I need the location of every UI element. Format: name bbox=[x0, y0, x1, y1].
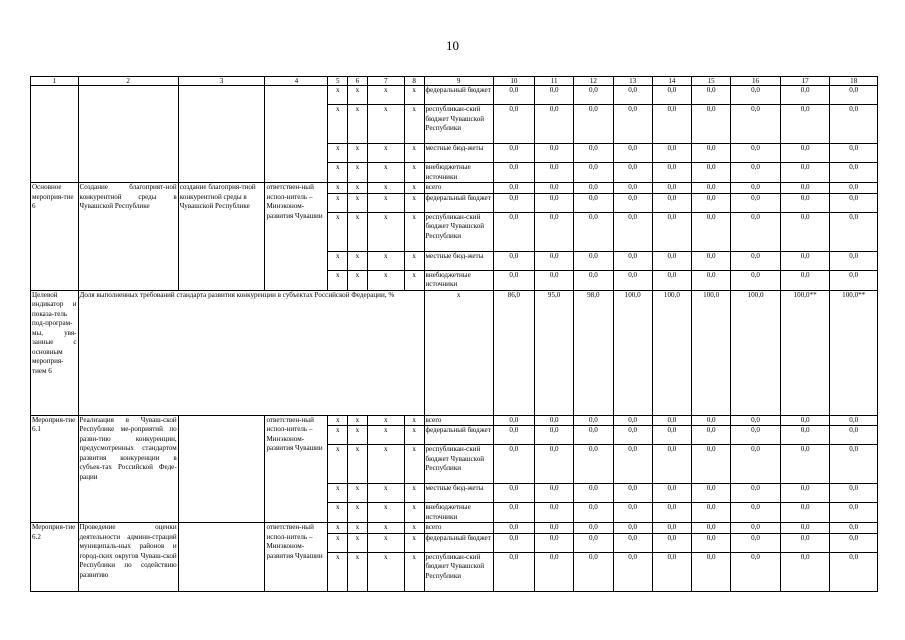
funding-source: федеральный бюджет bbox=[424, 86, 493, 105]
code-mark: х bbox=[404, 86, 424, 105]
value-cell: 0,0 bbox=[830, 163, 878, 183]
value-cell: 0,0 bbox=[652, 503, 691, 523]
value-cell: 0,0 bbox=[613, 552, 652, 591]
value-cell: 0,0 bbox=[830, 415, 878, 426]
funding-source: внебюджетные источники bbox=[424, 163, 493, 183]
column-number: 9 bbox=[424, 77, 493, 86]
value-cell: 0,0 bbox=[731, 212, 781, 251]
event-label: Основное мероприя-тие 6 bbox=[31, 183, 79, 291]
value-cell: 0,0 bbox=[731, 183, 781, 194]
value-cell: 0,0 bbox=[535, 484, 574, 503]
value-cell: 0,0 bbox=[574, 552, 613, 591]
value-cell: 0,0 bbox=[613, 415, 652, 426]
code-mark: х bbox=[404, 183, 424, 194]
column-number: 15 bbox=[692, 77, 731, 86]
code-mark: х bbox=[348, 533, 368, 552]
code-mark: х bbox=[348, 523, 368, 534]
value-cell: 0,0 bbox=[493, 503, 534, 523]
event-purpose bbox=[178, 523, 265, 592]
code-mark: х bbox=[328, 503, 348, 523]
funding-source: республикан-ский бюджет Чувашской Республики bbox=[424, 552, 493, 591]
value-cell: 0,0 bbox=[692, 163, 731, 183]
value-cell: 0,0 bbox=[535, 163, 574, 183]
value-cell: 0,0 bbox=[652, 86, 691, 105]
value-cell: 0,0 bbox=[613, 163, 652, 183]
code-mark: х bbox=[367, 86, 404, 105]
value-cell: 0,0 bbox=[574, 484, 613, 503]
value-cell: 0,0 bbox=[652, 426, 691, 445]
value-cell: 0,0 bbox=[652, 144, 691, 163]
code-mark: х bbox=[367, 251, 404, 270]
code-mark: х bbox=[404, 105, 424, 144]
event-label: Мероприя-тие 6.1 bbox=[31, 415, 79, 523]
code-mark: х bbox=[348, 193, 368, 212]
responsible-executor: ответствен-ный испол-нитель – Минэконом-развития Чувашии bbox=[265, 415, 328, 523]
value-cell: 0,0 bbox=[493, 86, 534, 105]
column-number: 6 bbox=[348, 77, 368, 86]
code-mark: х bbox=[328, 251, 348, 270]
value-cell: 0,0 bbox=[574, 503, 613, 523]
value-cell: 0,0 bbox=[574, 426, 613, 445]
indicator-value: 98,0 bbox=[574, 290, 613, 415]
value-cell: 0,0 bbox=[613, 503, 652, 523]
value-cell: 0,0 bbox=[535, 445, 574, 484]
funding-source: республикан-ский бюджет Чувашской Республики bbox=[424, 105, 493, 144]
value-cell: 0,0 bbox=[493, 484, 534, 503]
value-cell: 0,0 bbox=[535, 144, 574, 163]
event-purpose: создание благоприя-тной конкурентной среды в Чувашской Республике bbox=[178, 183, 265, 291]
value-cell: 0,0 bbox=[493, 251, 534, 270]
funding-source: федеральный бюджет bbox=[424, 533, 493, 552]
value-cell: 0,0 bbox=[731, 193, 781, 212]
code-mark: х bbox=[348, 251, 368, 270]
value-cell: 0,0 bbox=[535, 426, 574, 445]
code-mark: х bbox=[328, 445, 348, 484]
value-cell: 0,0 bbox=[692, 533, 731, 552]
code-mark: х bbox=[404, 212, 424, 251]
value-cell: 0,0 bbox=[731, 270, 781, 290]
value-cell: 0,0 bbox=[692, 251, 731, 270]
value-cell: 0,0 bbox=[574, 523, 613, 534]
code-mark: х bbox=[348, 484, 368, 503]
responsible-executor: ответствен-ный испол-нитель – Минэконом-развития Чувашии bbox=[265, 183, 328, 291]
value-cell: 0,0 bbox=[613, 445, 652, 484]
table-row bbox=[31, 86, 878, 105]
column-number: 12 bbox=[574, 77, 613, 86]
code-mark: х bbox=[328, 484, 348, 503]
code-mark: х bbox=[348, 144, 368, 163]
code-mark: х bbox=[348, 415, 368, 426]
value-cell: 0,0 bbox=[574, 144, 613, 163]
value-cell: 0,0 bbox=[830, 533, 878, 552]
value-cell: 0,0 bbox=[613, 426, 652, 445]
empty-cell bbox=[265, 86, 328, 183]
code-mark: х bbox=[404, 163, 424, 183]
value-cell: 0,0 bbox=[780, 523, 830, 534]
empty-cell bbox=[178, 86, 265, 183]
value-cell: 0,0 bbox=[830, 86, 878, 105]
value-cell: 0,0 bbox=[780, 426, 830, 445]
value-cell: 0,0 bbox=[613, 212, 652, 251]
column-number: 11 bbox=[535, 77, 574, 86]
value-cell: 0,0 bbox=[535, 503, 574, 523]
value-cell: 0,0 bbox=[613, 193, 652, 212]
column-number: 17 bbox=[780, 77, 830, 86]
value-cell: 0,0 bbox=[780, 484, 830, 503]
code-mark: х bbox=[367, 183, 404, 194]
column-number: 8 bbox=[404, 77, 424, 86]
column-number: 14 bbox=[652, 77, 691, 86]
value-cell: 0,0 bbox=[535, 533, 574, 552]
value-cell: 0,0 bbox=[731, 552, 781, 591]
value-cell: 0,0 bbox=[780, 163, 830, 183]
code-mark: х bbox=[348, 426, 368, 445]
value-cell: 0,0 bbox=[535, 251, 574, 270]
value-cell: 0,0 bbox=[830, 105, 878, 144]
code-mark: х bbox=[328, 86, 348, 105]
value-cell: 0,0 bbox=[574, 86, 613, 105]
code-mark: х bbox=[367, 533, 404, 552]
column-number: 2 bbox=[78, 77, 178, 86]
code-mark: х bbox=[367, 193, 404, 212]
indicator-value: 95,0 bbox=[535, 290, 574, 415]
code-mark: х bbox=[367, 415, 404, 426]
value-cell: 0,0 bbox=[535, 270, 574, 290]
value-cell: 0,0 bbox=[613, 86, 652, 105]
indicator-value: 100,0** bbox=[830, 290, 878, 415]
value-cell: 0,0 bbox=[692, 484, 731, 503]
value-cell: 0,0 bbox=[830, 270, 878, 290]
column-number: 3 bbox=[178, 77, 265, 86]
code-mark: х bbox=[367, 552, 404, 591]
indicator-value: 100,0 bbox=[731, 290, 781, 415]
value-cell: 0,0 bbox=[731, 533, 781, 552]
indicator-mark: х bbox=[424, 290, 493, 415]
value-cell: 0,0 bbox=[830, 523, 878, 534]
code-mark: х bbox=[348, 183, 368, 194]
value-cell: 0,0 bbox=[574, 445, 613, 484]
value-cell: 0,0 bbox=[613, 183, 652, 194]
value-cell: 0,0 bbox=[493, 426, 534, 445]
code-mark: х bbox=[348, 105, 368, 144]
value-cell: 0,0 bbox=[652, 552, 691, 591]
value-cell: 0,0 bbox=[731, 503, 781, 523]
value-cell: 0,0 bbox=[692, 415, 731, 426]
funding-source: внебюджетные источники bbox=[424, 270, 493, 290]
value-cell: 0,0 bbox=[535, 415, 574, 426]
column-number: 18 bbox=[830, 77, 878, 86]
funding-source: всего bbox=[424, 183, 493, 194]
value-cell: 0,0 bbox=[692, 426, 731, 445]
code-mark: х bbox=[404, 533, 424, 552]
value-cell: 0,0 bbox=[731, 86, 781, 105]
value-cell: 0,0 bbox=[780, 415, 830, 426]
value-cell: 0,0 bbox=[731, 523, 781, 534]
value-cell: 0,0 bbox=[692, 445, 731, 484]
code-mark: х bbox=[348, 445, 368, 484]
value-cell: 0,0 bbox=[692, 270, 731, 290]
code-mark: х bbox=[328, 533, 348, 552]
code-mark: х bbox=[328, 523, 348, 534]
indicator-value: 100,0 bbox=[692, 290, 731, 415]
value-cell: 0,0 bbox=[652, 251, 691, 270]
value-cell: 0,0 bbox=[731, 144, 781, 163]
value-cell: 0,0 bbox=[692, 552, 731, 591]
funding-source: внебюджетные источники bbox=[424, 503, 493, 523]
value-cell: 0,0 bbox=[830, 426, 878, 445]
code-mark: х bbox=[328, 144, 348, 163]
value-cell: 0,0 bbox=[692, 503, 731, 523]
value-cell: 0,0 bbox=[692, 105, 731, 144]
table-row bbox=[31, 183, 878, 194]
code-mark: х bbox=[404, 552, 424, 591]
indicator-value: 86,0 bbox=[493, 290, 534, 415]
code-mark: х bbox=[367, 426, 404, 445]
value-cell: 0,0 bbox=[830, 552, 878, 591]
value-cell: 0,0 bbox=[652, 212, 691, 251]
value-cell: 0,0 bbox=[692, 183, 731, 194]
indicator-label: Целевой индикатор и показа-тель под-програм-мы, увя-занные с основным мероприя-тием 6 bbox=[31, 290, 79, 415]
value-cell: 0,0 bbox=[731, 426, 781, 445]
code-mark: х bbox=[404, 503, 424, 523]
indicator-value: 100,0 bbox=[613, 290, 652, 415]
event-title: Создание благоприят-ной конкурентной среды в Чувашской Республике bbox=[78, 183, 178, 291]
value-cell: 0,0 bbox=[613, 251, 652, 270]
funding-source: всего bbox=[424, 415, 493, 426]
value-cell: 0,0 bbox=[692, 86, 731, 105]
value-cell: 0,0 bbox=[780, 212, 830, 251]
value-cell: 0,0 bbox=[493, 445, 534, 484]
table-row bbox=[31, 415, 878, 426]
value-cell: 0,0 bbox=[652, 183, 691, 194]
code-mark: х bbox=[367, 105, 404, 144]
indicator-value: 100,0 bbox=[652, 290, 691, 415]
value-cell: 0,0 bbox=[652, 445, 691, 484]
code-mark: х bbox=[404, 270, 424, 290]
value-cell: 0,0 bbox=[535, 552, 574, 591]
value-cell: 0,0 bbox=[493, 270, 534, 290]
code-mark: х bbox=[328, 183, 348, 194]
value-cell: 0,0 bbox=[535, 86, 574, 105]
code-mark: х bbox=[404, 144, 424, 163]
code-mark: х bbox=[367, 144, 404, 163]
value-cell: 0,0 bbox=[613, 270, 652, 290]
code-mark: х bbox=[328, 415, 348, 426]
funding-source: всего bbox=[424, 523, 493, 534]
funding-source: местные бюд-жеты bbox=[424, 484, 493, 503]
value-cell: 0,0 bbox=[652, 484, 691, 503]
value-cell: 0,0 bbox=[613, 484, 652, 503]
value-cell: 0,0 bbox=[535, 183, 574, 194]
code-mark: х bbox=[328, 426, 348, 445]
value-cell: 0,0 bbox=[493, 183, 534, 194]
value-cell: 0,0 bbox=[692, 523, 731, 534]
column-number: 13 bbox=[613, 77, 652, 86]
column-number: 7 bbox=[367, 77, 404, 86]
value-cell: 0,0 bbox=[493, 533, 534, 552]
value-cell: 0,0 bbox=[493, 144, 534, 163]
column-number: 1 bbox=[31, 77, 79, 86]
code-mark: х bbox=[328, 212, 348, 251]
code-mark: х bbox=[367, 270, 404, 290]
program-table bbox=[30, 76, 878, 592]
code-mark: х bbox=[367, 212, 404, 251]
value-cell: 0,0 bbox=[535, 193, 574, 212]
value-cell: 0,0 bbox=[830, 251, 878, 270]
funding-source: федеральный бюджет bbox=[424, 193, 493, 212]
column-number: 10 bbox=[493, 77, 534, 86]
code-mark: х bbox=[348, 212, 368, 251]
code-mark: х bbox=[348, 552, 368, 591]
indicator-value: 100,0** bbox=[780, 290, 830, 415]
funding-source: республикан-ский бюджет Чувашской Республики bbox=[424, 445, 493, 484]
event-title: Проведение оценки деятельности админи-страций муниципаль-ных районов и город-ских округов Чуваш-ской Республики по содействию развитию bbox=[78, 523, 178, 592]
table-row bbox=[31, 523, 878, 534]
value-cell: 0,0 bbox=[731, 163, 781, 183]
event-purpose bbox=[178, 415, 265, 523]
code-mark: х bbox=[348, 503, 368, 523]
empty-cell bbox=[31, 86, 79, 183]
value-cell: 0,0 bbox=[574, 183, 613, 194]
code-mark: х bbox=[348, 163, 368, 183]
value-cell: 0,0 bbox=[574, 415, 613, 426]
column-number: 5 bbox=[328, 77, 348, 86]
event-title: Реализация в Чуваш-ской Республике ме-роприятий по разви-тию конкуренции, предусмотренных стандартом развития конкуренции в субъек-тах Российской Феде-рации bbox=[78, 415, 178, 523]
value-cell: 0,0 bbox=[613, 105, 652, 144]
indicator-row bbox=[31, 290, 878, 415]
value-cell: 0,0 bbox=[493, 523, 534, 534]
value-cell: 0,0 bbox=[574, 193, 613, 212]
value-cell: 0,0 bbox=[830, 484, 878, 503]
funding-source: местные бюд-жеты bbox=[424, 144, 493, 163]
value-cell: 0,0 bbox=[830, 503, 878, 523]
value-cell: 0,0 bbox=[692, 193, 731, 212]
value-cell: 0,0 bbox=[731, 484, 781, 503]
value-cell: 0,0 bbox=[830, 445, 878, 484]
code-mark: х bbox=[348, 86, 368, 105]
value-cell: 0,0 bbox=[652, 523, 691, 534]
value-cell: 0,0 bbox=[830, 144, 878, 163]
value-cell: 0,0 bbox=[780, 270, 830, 290]
funding-source: федеральный бюджет bbox=[424, 426, 493, 445]
code-mark: х bbox=[367, 445, 404, 484]
header-row bbox=[31, 77, 878, 86]
column-number: 4 bbox=[265, 77, 328, 86]
column-number: 16 bbox=[731, 77, 781, 86]
code-mark: х bbox=[348, 270, 368, 290]
code-mark: х bbox=[404, 193, 424, 212]
value-cell: 0,0 bbox=[780, 144, 830, 163]
value-cell: 0,0 bbox=[613, 144, 652, 163]
value-cell: 0,0 bbox=[780, 86, 830, 105]
value-cell: 0,0 bbox=[780, 183, 830, 194]
value-cell: 0,0 bbox=[692, 144, 731, 163]
value-cell: 0,0 bbox=[574, 212, 613, 251]
value-cell: 0,0 bbox=[731, 415, 781, 426]
value-cell: 0,0 bbox=[780, 193, 830, 212]
value-cell: 0,0 bbox=[574, 251, 613, 270]
value-cell: 0,0 bbox=[731, 251, 781, 270]
value-cell: 0,0 bbox=[574, 163, 613, 183]
value-cell: 0,0 bbox=[830, 212, 878, 251]
value-cell: 0,0 bbox=[535, 523, 574, 534]
code-mark: х bbox=[367, 523, 404, 534]
value-cell: 0,0 bbox=[574, 533, 613, 552]
value-cell: 0,0 bbox=[780, 445, 830, 484]
value-cell: 0,0 bbox=[652, 193, 691, 212]
code-mark: х bbox=[404, 426, 424, 445]
code-mark: х bbox=[328, 193, 348, 212]
responsible-executor: ответствен-ный испол-нитель – Минэконом-развития Чувашии bbox=[265, 523, 328, 592]
value-cell: 0,0 bbox=[780, 105, 830, 144]
value-cell: 0,0 bbox=[574, 105, 613, 144]
value-cell: 0,0 bbox=[780, 533, 830, 552]
code-mark: х bbox=[404, 484, 424, 503]
empty-cell bbox=[78, 86, 178, 183]
value-cell: 0,0 bbox=[535, 105, 574, 144]
value-cell: 0,0 bbox=[574, 270, 613, 290]
code-mark: х bbox=[367, 503, 404, 523]
code-mark: х bbox=[404, 445, 424, 484]
value-cell: 0,0 bbox=[830, 193, 878, 212]
value-cell: 0,0 bbox=[830, 183, 878, 194]
value-cell: 0,0 bbox=[731, 105, 781, 144]
value-cell: 0,0 bbox=[780, 503, 830, 523]
value-cell: 0,0 bbox=[692, 212, 731, 251]
indicator-description: Доля выполненных требований стандарта развития конкуренции в субъектах Российской Федерации, % bbox=[78, 290, 424, 415]
code-mark: х bbox=[367, 163, 404, 183]
funding-source: республикан-ский бюджет Чувашской Республики bbox=[424, 212, 493, 251]
event-label: Мероприя-тие 6.2 bbox=[31, 523, 79, 592]
code-mark: х bbox=[404, 415, 424, 426]
code-mark: х bbox=[328, 105, 348, 144]
code-mark: х bbox=[404, 523, 424, 534]
page-number: 10 bbox=[446, 38, 459, 53]
value-cell: 0,0 bbox=[780, 251, 830, 270]
value-cell: 0,0 bbox=[652, 105, 691, 144]
value-cell: 0,0 bbox=[731, 445, 781, 484]
value-cell: 0,0 bbox=[493, 212, 534, 251]
value-cell: 0,0 bbox=[493, 552, 534, 591]
value-cell: 0,0 bbox=[493, 415, 534, 426]
code-mark: х bbox=[328, 163, 348, 183]
code-mark: х bbox=[328, 270, 348, 290]
code-mark: х bbox=[328, 552, 348, 591]
code-mark: х bbox=[404, 251, 424, 270]
value-cell: 0,0 bbox=[535, 212, 574, 251]
value-cell: 0,0 bbox=[493, 105, 534, 144]
value-cell: 0,0 bbox=[613, 533, 652, 552]
value-cell: 0,0 bbox=[493, 193, 534, 212]
value-cell: 0,0 bbox=[780, 552, 830, 591]
value-cell: 0,0 bbox=[613, 523, 652, 534]
value-cell: 0,0 bbox=[493, 163, 534, 183]
funding-source: местные бюд-жеты bbox=[424, 251, 493, 270]
value-cell: 0,0 bbox=[652, 163, 691, 183]
code-mark: х bbox=[367, 484, 404, 503]
value-cell: 0,0 bbox=[652, 533, 691, 552]
value-cell: 0,0 bbox=[652, 415, 691, 426]
value-cell: 0,0 bbox=[652, 270, 691, 290]
